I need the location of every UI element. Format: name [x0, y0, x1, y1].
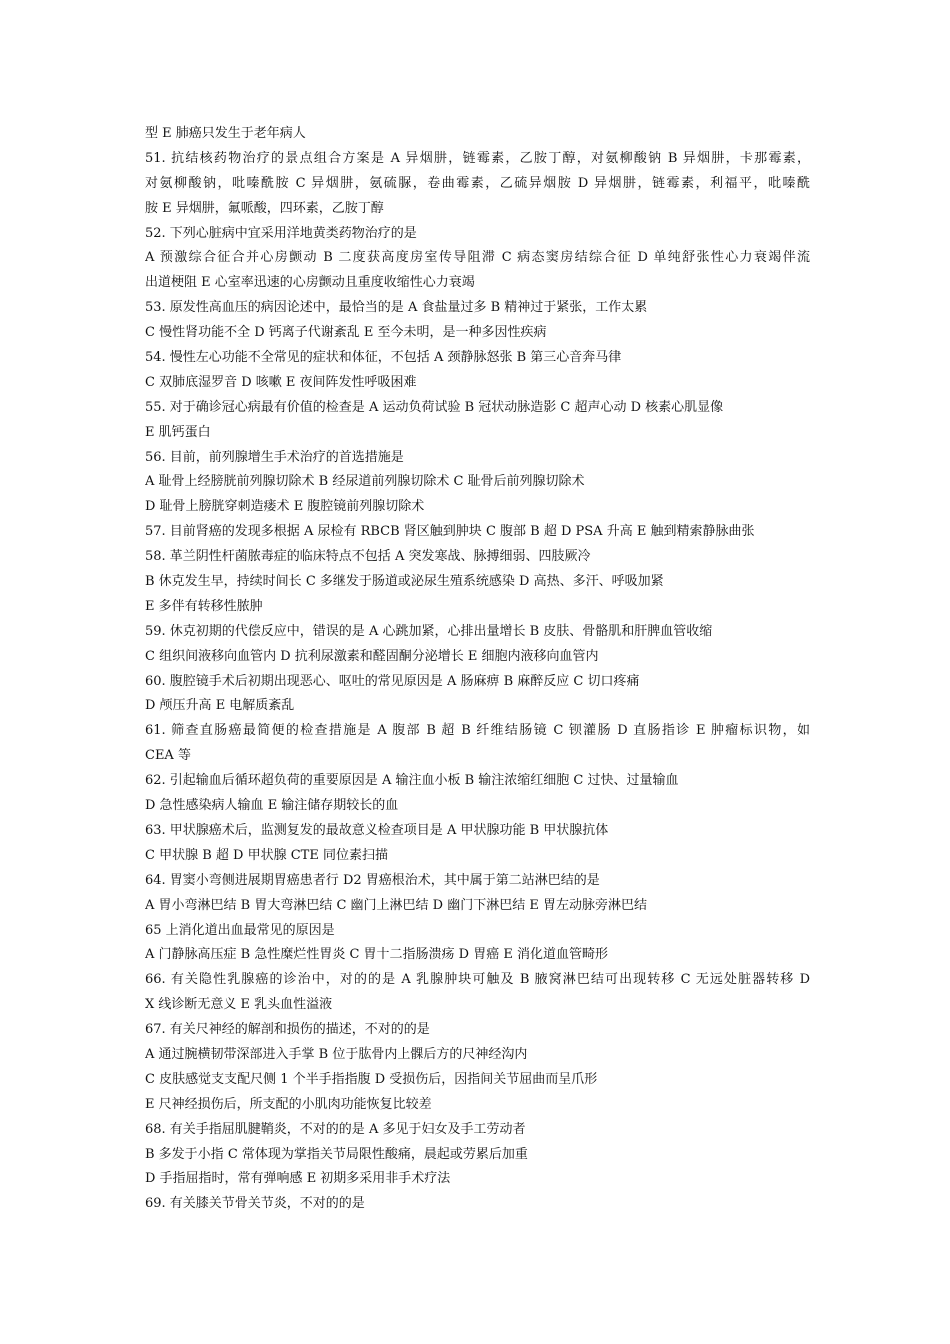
text-line: A 通过腕横韧带深部进入手掌 B 位于肱骨内上髁后方的尺神经沟内	[145, 1046, 528, 1062]
text-line: CEA 等	[145, 748, 191, 764]
text-line: 51. 抗结核药物治疗的景点组合方案是 A 异烟肼，链霉素，乙胺丁醇，对氨柳酸钠 B 异烟肼，卡那霉素，	[145, 150, 810, 166]
text-line: C 慢性肾功能不全 D 钙离子代谢紊乱 E 至今未明，是一种多因性疾病	[145, 325, 547, 341]
text-line: 型 E 肺癌只发生于老年病人	[145, 126, 306, 141]
text-line: C 组织间液移向血管内 D 抗利尿激素和醛固酮分泌增长 E 细胞内液移向血管内	[145, 648, 599, 664]
text-line: 69. 有关膝关节骨关节炎，不对的的是	[145, 1196, 365, 1212]
text-line: 57. 目前肾癌的发现多根据 A 尿检有 RBCB 肾区触到肿块 C 腹部 B 超 D PSA 升高 E 触到精索静脉曲张	[145, 524, 755, 540]
text-line: 64. 胃窦小弯侧进展期胃癌患者行 D2 胃癌根治术，其中属于第二站淋巴结的是	[145, 872, 600, 888]
text-line: 62. 引起输血后循环超负荷的重要原因是 A 输注血小板 B 输注浓缩红细胞 C 过快、过量输血	[145, 773, 679, 789]
text-line: A 门静脉高压症 B 急性糜烂性胃炎 C 胃十二指肠溃疡 D 胃癌 E 消化道血管畸形	[145, 947, 608, 963]
text-line: C 双肺底湿罗音 D 咳嗽 E 夜间阵发性呼吸困难	[145, 374, 417, 390]
text-line: D 耻骨上膀胱穿刺造瘘术 E 腹腔镜前列腺切除术	[145, 499, 425, 515]
text-line: 52. 下列心脏病中宜采用洋地黄类药物治疗的是	[145, 225, 417, 241]
text-line: 63. 甲状腺癌术后，监测复发的最故意义检查项目是 A 甲状腺功能 B 甲状腺抗体	[145, 822, 609, 838]
text-line: C 甲状腺 B 超 D 甲状腺 CTE 同位素扫描	[145, 847, 388, 863]
text-line: 55. 对于确诊冠心病最有价值的检查是 A 运动负荷试验 B 冠状动脉造影 C 超声心动 D 核素心肌显像	[145, 399, 724, 415]
text-line: X 线诊断无意义 E 乳头血性溢液	[145, 997, 333, 1013]
text-line: 60. 腹腔镜手术后初期出现恶心、呕吐的常见原因是 A 肠麻痹 B 麻醉反应 C 切口疼痛	[145, 673, 640, 689]
text-line: 53. 原发性高血压的病因论述中，最恰当的是 A 食盐量过多 B 精神过于紧张，工作太累	[145, 300, 648, 316]
text-line: 胺 E 异烟肼，氟哌酸，四环素，乙胺丁醇	[145, 200, 384, 216]
text-line: E 肌钙蛋白	[145, 424, 211, 440]
text-line: 59. 休克初期的代偿反应中，错误的是 A 心跳加紧，心排出量增长 B 皮肤、骨骼肌和肝脾血管收缩	[145, 623, 713, 639]
text-line: 56. 目前，前列腺增生手术治疗的首选措施是	[145, 449, 404, 465]
text-line: 出道梗阻 E 心室率迅速的心房颤动且重度收缩性心力衰竭	[145, 275, 475, 291]
text-line: A 胃小弯淋巴结 B 胃大弯淋巴结 C 幽门上淋巴结 D 幽门下淋巴结 E 胃左动脉旁淋巴结	[145, 897, 647, 913]
text-line: A 预激综合征合并心房颤动 B 二度获高度房室传导阻滞 C 病态窦房结综合征 D 单纯舒张性心力衰竭伴流	[145, 250, 810, 266]
text-line: B 休克发生早，持续时间长 C 多继发于肠道或泌尿生殖系统感染 D 高热、多汗、呼吸加紧	[145, 574, 664, 590]
text-line: D 手指屈指时，常有弹响感 E 初期多采用非手术疗法	[145, 1171, 451, 1187]
text-line: E 多伴有转移性脓肿	[145, 598, 263, 614]
text-line: 66. 有关隐性乳腺癌的诊治中，对的的是 A 乳腺肿块可触及 B 腋窝淋巴结可出现转移 C 无远处脏器转移 D	[145, 972, 810, 988]
text-line: 67. 有关尺神经的解剖和损伤的描述，不对的的是	[145, 1022, 430, 1038]
text-line: 61. 筛查直肠癌最简便的检查措施是 A 腹部 B 超 B 纤维结肠镜 C 钡灌肠 D 直肠指诊 E 肿瘤标识物，如	[145, 723, 810, 739]
text-line: E 尺神经损伤后，所支配的小肌肉功能恢复比较差	[145, 1096, 432, 1112]
text-line: 65 上消化道出血最常见的原因是	[145, 922, 335, 938]
text-line: D 颅压升高 E 电解质紊乱	[145, 698, 295, 714]
text-line: 58. 革兰阴性杆菌脓毒症的临床特点不包括 A 突发寒战、脉搏细弱、四肢厥冷	[145, 549, 591, 565]
text-line: 68. 有关手指屈肌腱鞘炎，不对的的是 A 多见于妇女及手工劳动者	[145, 1121, 526, 1137]
text-line: A 耻骨上经膀胱前列腺切除术 B 经尿道前列腺切除术 C 耻骨后前列腺切除术	[145, 474, 585, 490]
text-line: B 多发于小指 C 常体现为掌指关节局限性酸痛，晨起或劳累后加重	[145, 1146, 528, 1162]
text-line: C 皮肤感觉支支配尺侧 1 个半手指指腹 D 受损伤后，因指间关节屈曲而呈爪形	[145, 1071, 598, 1087]
text-line: 54. 慢性左心功能不全常见的症状和体征，不包括 A 颈静脉怒张 B 第三心音奔马律	[145, 350, 622, 366]
document-body	[145, 122, 810, 1217]
text-line: D 急性感染病人输血 E 输注储存期较长的血	[145, 798, 399, 814]
text-line: 对氨柳酸钠，吡嗪酰胺 C 异烟肼，氨硫脲，卷曲霉素，乙硫异烟胺 D 异烟肼，链霉素，利福平，吡嗪酰	[145, 175, 810, 191]
